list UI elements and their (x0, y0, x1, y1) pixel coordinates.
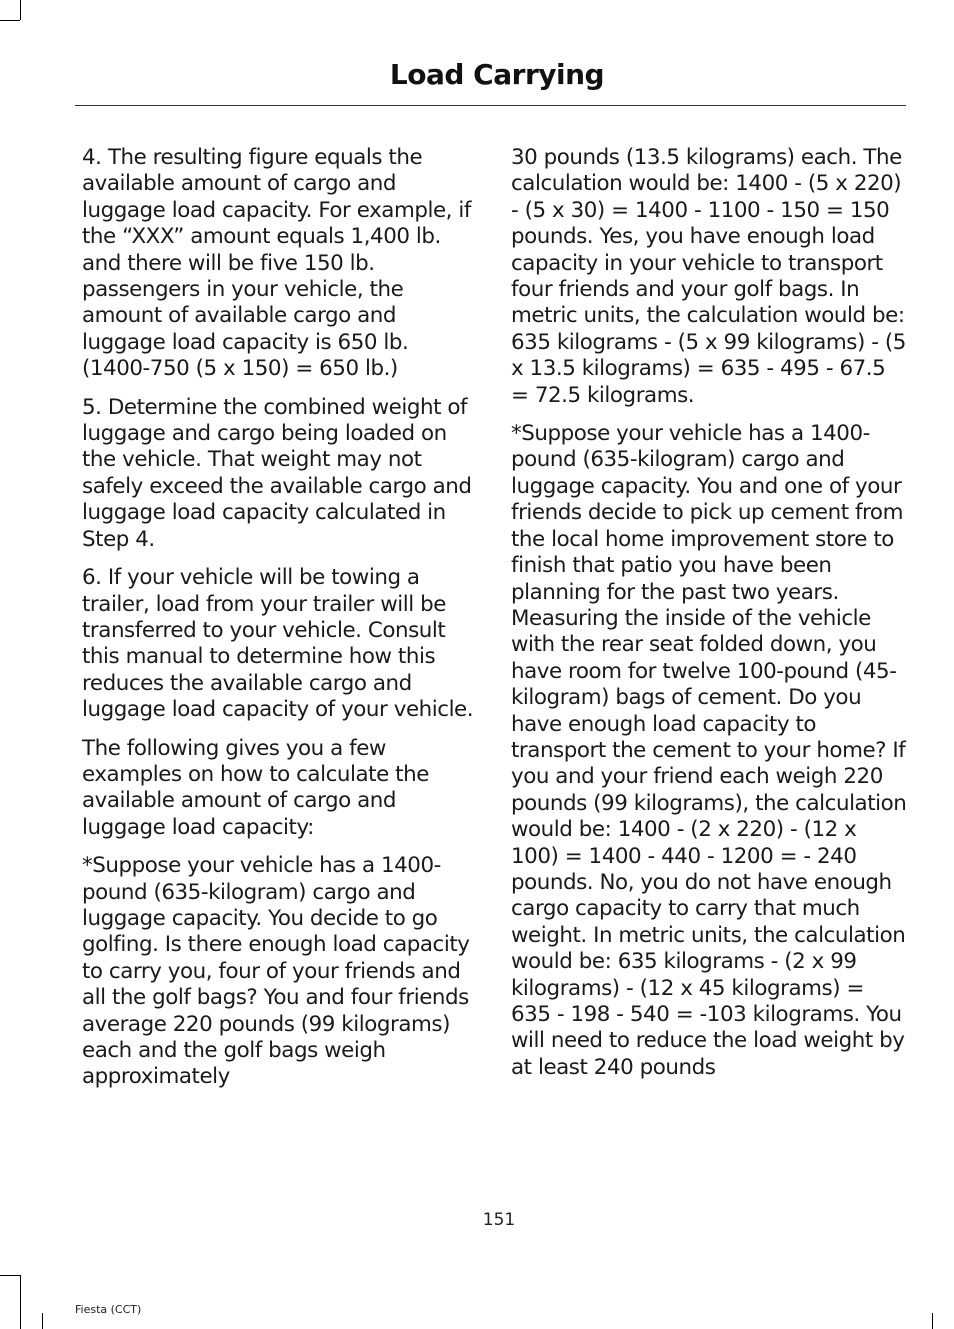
paragraph: 6. If your vehicle will be towing a trailer, load from your trailer will be transferred to your vehicle. Consult this manual to determine how this reduces the available cargo and luggage load capacity of your vehicle. (82, 565, 474, 723)
paragraph: 4. The resulting figure equals the available amount of cargo and luggage load capacity. For example, if the “XXX” amount equals 1,400 lb. and there will be five 150 lb. passengers in your vehicle, the amount of available cargo and luggage load capacity is 650 lb. (1400-750 (5 x 150) = 650 lb.) (82, 145, 471, 382)
paragraph: *Suppose your vehicle has a 1400-pound (635-kilogram) cargo and luggage capacity. You and one of your friends decide to pick up cement from the local home improvement store to finish that patio you have been planning for the past two years. Measuring the inside of the vehicle with the rear seat folded down, you have room for twelve 100-pound (45-kilogram) bags of cement. Do you have enough load capacity to transport the cement to your home? If you and your friend each weigh 220 pounds (99 kilograms), the calculation would be: 1400 - (2 x 220) - (12 x 100) = 1400 - 440 - 1200 = - 240 pounds. No, you do not have enough cargo capacity to carry that much weight. In metric units, the calculation would be: 635 kilograms - (2 x 99 kilograms) - (12 x 45 kilograms) = 635 - 198 - 540 = -103 kilograms. You will need to reduce the load weight by at least 240 pounds (511, 421, 907, 1080)
footer-model-label: Fiesta (CCT) (75, 1303, 142, 1316)
right-column (511, 145, 907, 1093)
left-column (82, 145, 474, 1103)
crop-mark (20, 1275, 21, 1329)
crop-mark (932, 1313, 933, 1329)
paragraph: 5. Determine the combined weight of luggage and cargo being loaded on the vehicle. That weight may not safely exceed the available cargo and luggage load capacity calculated in Step 4. (82, 394, 472, 552)
paragraph: The following gives you a few examples on how to calculate the available amount of cargo and luggage load capacity: (82, 735, 429, 840)
crop-mark (0, 20, 20, 21)
crop-mark (0, 1275, 20, 1276)
paragraph: *Suppose your vehicle has a 1400-pound (635-kilogram) cargo and luggage capacity. You decide to go golfing. Is there enough load capacity to carry you, four of your friends and all the golf bags? You and four friends average 220 pounds (99 kilograms) each and the golf bags weigh approximately (82, 853, 470, 1090)
paragraph: 30 pounds (13.5 kilograms) each. The calculation would be: 1400 - (5 x 220) - (5 x 30) = 1400 - 1100 - 150 = 150 pounds. Yes, you have enough load capacity in your vehicle to transport four friends and your golf bags. In metric units, the calculation would be: 635 kilograms - (5 x 99 kilograms) - (5 x 13.5 kilograms) = 635 - 495 - 67.5 = 72.5 kilograms. (511, 145, 906, 408)
crop-mark (20, 0, 21, 20)
crop-mark (42, 1313, 43, 1329)
header-divider (75, 105, 906, 106)
page-title: Load Carrying (389, 58, 605, 91)
page-number: 151 (482, 1210, 516, 1230)
